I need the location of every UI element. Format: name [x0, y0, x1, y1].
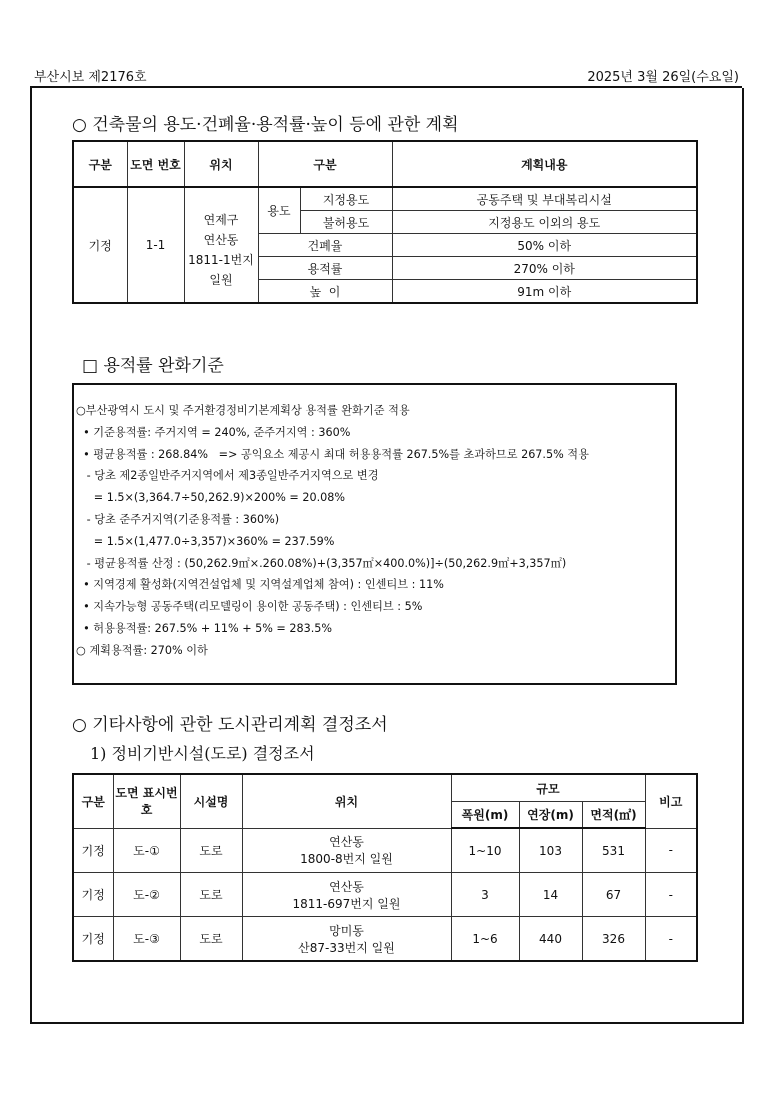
loc-line: 1800-8번지 일원 [300, 852, 393, 867]
col-location: 위치 [184, 141, 258, 187]
table-row [73, 828, 697, 873]
col-width: 폭원(m) [451, 802, 519, 829]
loc-line: 1811-697번지 일원 [292, 896, 401, 911]
cell-item-label: 건폐율 [258, 234, 392, 257]
cell-gubun: 기정 [73, 873, 113, 917]
loc-line: 일원 [209, 273, 233, 287]
cell-item-value: 지정용도 이외의 용도 [392, 211, 697, 234]
col-length: 연장(m) [519, 802, 582, 829]
cell-item-label: 지정용도 [300, 187, 392, 211]
cell-map-no: 도-③ [113, 917, 180, 962]
col-plan: 계획내용 [392, 141, 697, 187]
cell-map-no: 도-② [113, 873, 180, 917]
cell-facility-name: 도로 [180, 917, 242, 962]
far-relaxation-box [72, 383, 677, 685]
table-row [73, 873, 697, 917]
cell-item-value: 270% 이하 [392, 257, 697, 280]
far-line: • 허용용적률: 267.5% + 11% + 5% = 283.5% [76, 621, 333, 635]
far-line: - 당초 제2종일반주거지역에서 제3종일반주거지역으로 변경 [76, 469, 379, 483]
col-gubun: 구분 [73, 774, 113, 828]
cell-item-label: 높 이 [258, 280, 392, 304]
col-location: 위치 [242, 774, 451, 828]
cell-item-label: 불허용도 [300, 211, 392, 234]
col-scale: 규모 [451, 774, 645, 802]
far-line: ○ 계획용적률: 270% 이하 [76, 643, 208, 657]
cell-length: 440 [519, 917, 582, 962]
cell-location [242, 828, 451, 873]
cell-item-value: 공동주택 및 부대복리시설 [392, 187, 697, 211]
far-line: = 1.5×(3,364.7÷50,262.9)×200% = 20.08% [76, 491, 346, 505]
cell-location [242, 917, 451, 962]
cell-area: 531 [582, 828, 645, 873]
far-line: - 당초 준주거지역(기준용적률 : 360%) [76, 512, 280, 526]
loc-line: 1811-1번지 [188, 253, 254, 267]
cell-width: 1~6 [451, 917, 519, 962]
cell-facility-name: 도로 [180, 873, 242, 917]
cell-width: 1~10 [451, 828, 519, 873]
building-plan-table [72, 140, 698, 304]
cell-item-value: 91m 이하 [392, 280, 697, 304]
loc-line: 망미동 [329, 923, 364, 938]
col-gubun: 구분 [73, 141, 127, 187]
cell-gubun: 기정 [73, 187, 127, 303]
gazette-date: 2025년 3월 26일(수요일) [587, 70, 739, 85]
cell-note: - [645, 917, 697, 962]
cell-gubun: 기정 [73, 828, 113, 873]
cell-map-no: 도-① [113, 828, 180, 873]
table-row [73, 187, 697, 211]
loc-line: 연제구 [203, 213, 239, 227]
loc-line: 연산동 [329, 835, 364, 850]
far-line: - 평균용적률 산정 : (50,262.9㎡×.260.08%)+(3,357㎡×400.0%)]÷(50,262.9㎡+3,357㎡) [76, 556, 567, 570]
col-map-no: 도면 번호 [127, 141, 184, 187]
far-line: = 1.5×(1,477.0÷3,357)×360% = 237.59% [76, 534, 335, 548]
road-facility-table [72, 773, 698, 962]
section1-title: ○ 건축물의 용도·건폐율·용적률·높이 등에 관한 계획 [72, 115, 459, 135]
cell-gubun: 기정 [73, 917, 113, 962]
cell-width: 3 [451, 873, 519, 917]
col-area: 면적(㎡) [582, 802, 645, 829]
cell-location [242, 873, 451, 917]
cell-area: 67 [582, 873, 645, 917]
gazette-issue: 부산시보 제2176호 [34, 70, 147, 85]
cell-use: 용도 [258, 187, 300, 234]
loc-line: 연산동 [203, 233, 239, 247]
cell-location [184, 187, 258, 303]
table-row [73, 917, 697, 962]
cell-facility-name: 도로 [180, 828, 242, 873]
cell-length: 103 [519, 828, 582, 873]
col-note: 비고 [645, 774, 697, 828]
col-facility-name: 시설명 [180, 774, 242, 828]
col-map-no: 도면 표시번호 [113, 774, 180, 828]
section2-title: □ 용적률 완화기준 [82, 356, 224, 376]
cell-area: 326 [582, 917, 645, 962]
cell-map-no: 1-1 [127, 187, 184, 303]
cell-length: 14 [519, 873, 582, 917]
section3-title: ○ 기타사항에 관한 도시관리계획 결정조서 [72, 715, 388, 735]
far-line: ○부산광역시 도시 및 주거환경정비기본계획상 용적률 완화기준 적용 [76, 404, 410, 417]
cell-note: - [645, 828, 697, 873]
loc-line: 산87-33번지 일원 [298, 940, 395, 955]
cell-item-label: 용적률 [258, 257, 392, 280]
section3-subtitle: 1) 정비기반시설(도로) 결정조서 [90, 744, 315, 763]
far-line: • 지속가능형 공동주택(리모델링이 용이한 공동주택) : 인센티브 : 5% [76, 600, 423, 614]
far-line: • 지역경제 활성화(지역건설업체 및 지역설계업체 참여) : 인센티브 : 11% [76, 578, 444, 592]
loc-line: 연산동 [329, 879, 364, 894]
far-line: • 기준용적률: 주거지역 = 240%, 준주거지역 : 360% [76, 425, 351, 439]
cell-item-value: 50% 이하 [392, 234, 697, 257]
col-category: 구분 [258, 141, 392, 187]
cell-note: - [645, 873, 697, 917]
far-line: • 평균용적률 : 268.84% => 공익요소 제공시 최대 허용용적률 267.5%를 초과하므로 267.5% 적용 [76, 447, 589, 461]
